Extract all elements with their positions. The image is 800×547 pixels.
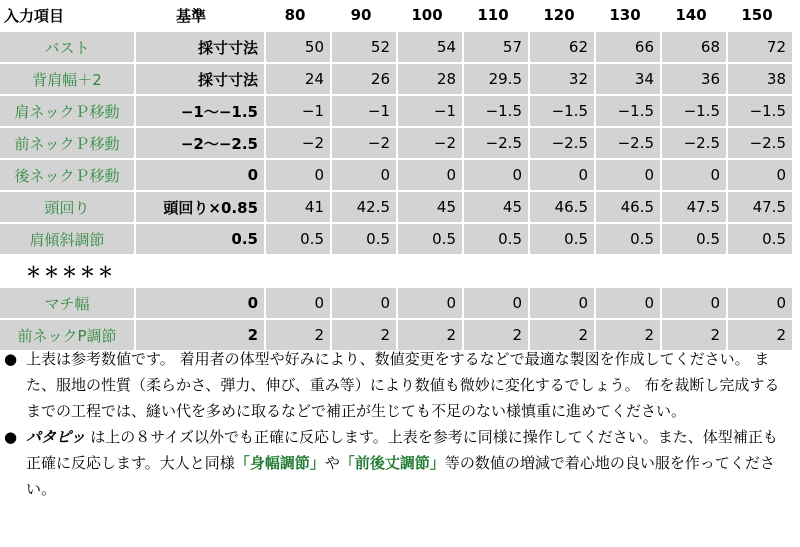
row-value: 2 xyxy=(596,320,660,350)
brand-name: パタピッ xyxy=(26,428,86,446)
row-value: 2 xyxy=(332,320,396,350)
row-value: 0 xyxy=(398,288,462,318)
row-value: −1 xyxy=(398,96,462,126)
row-value: −2 xyxy=(398,128,462,158)
row-label: マチ幅 xyxy=(0,288,134,318)
extra-rows xyxy=(0,288,800,350)
row-value: 47.5 xyxy=(728,192,792,222)
header-size-90: 90 xyxy=(350,6,372,24)
row-value: 45 xyxy=(398,192,462,222)
row-base: 0 xyxy=(136,160,264,190)
row-value: −1.5 xyxy=(662,96,726,126)
row-label: 前ネックＰ移動 xyxy=(0,128,134,158)
row-base: 0.5 xyxy=(136,224,264,254)
table-header-row xyxy=(0,0,800,30)
row-value: 2 xyxy=(398,320,462,350)
table-row xyxy=(0,96,800,126)
row-base: 採寸寸法 xyxy=(136,32,264,62)
header-size-120: 120 xyxy=(543,6,575,24)
row-value: 45 xyxy=(464,192,528,222)
table-row xyxy=(0,288,800,318)
row-label: 肩ネックＰ移動 xyxy=(0,96,134,126)
row-value: −1.5 xyxy=(464,96,528,126)
row-label: 後ネックＰ移動 xyxy=(0,160,134,190)
row-value: −2 xyxy=(332,128,396,158)
row-value: −1.5 xyxy=(596,96,660,126)
row-base: −2〜−2.5 xyxy=(136,128,264,158)
row-value: 50 xyxy=(266,32,330,62)
row-value: 54 xyxy=(398,32,462,62)
table-row xyxy=(0,224,800,254)
row-value: 0 xyxy=(596,288,660,318)
row-base: −1〜−1.5 xyxy=(136,96,264,126)
row-value: 0 xyxy=(266,160,330,190)
row-value: 2 xyxy=(728,320,792,350)
row-value: 0.5 xyxy=(662,224,726,254)
row-value: 57 xyxy=(464,32,528,62)
header-size-80: 80 xyxy=(284,6,306,24)
row-value: 0 xyxy=(266,288,330,318)
table-row xyxy=(0,192,800,222)
row-value: 24 xyxy=(266,64,330,94)
note-2-part-b: や xyxy=(324,454,340,472)
separator-row xyxy=(0,256,800,286)
row-value: 0 xyxy=(728,160,792,190)
row-value: −2.5 xyxy=(596,128,660,158)
note-2-part-c: 等の数値の増減で着心地の良い服を作ってください。 xyxy=(26,454,775,498)
note-2-text xyxy=(26,424,800,502)
row-value: 0.5 xyxy=(332,224,396,254)
row-value: 0 xyxy=(332,160,396,190)
header-size-110: 110 xyxy=(477,6,509,24)
row-value: 0.5 xyxy=(398,224,462,254)
bullet-icon: ● xyxy=(4,428,18,446)
row-value: −2.5 xyxy=(728,128,792,158)
row-value: 0.5 xyxy=(530,224,594,254)
row-value: 29.5 xyxy=(464,64,528,94)
highlight-length-adjust: 「前後丈調節」 xyxy=(339,454,445,472)
header-input-item: 入力項目 xyxy=(4,6,65,25)
row-base: 採寸寸法 xyxy=(136,64,264,94)
row-value: 52 xyxy=(332,32,396,62)
row-value: 42.5 xyxy=(332,192,396,222)
note-2 xyxy=(0,424,800,502)
row-value: 0 xyxy=(596,160,660,190)
table-row xyxy=(0,32,800,62)
row-label: 肩傾斜調節 xyxy=(0,224,134,254)
highlight-width-adjust: 「身幅調節」 xyxy=(234,454,325,472)
row-value: −1 xyxy=(266,96,330,126)
row-value: 46.5 xyxy=(596,192,660,222)
note-1 xyxy=(0,346,800,424)
row-value: −1 xyxy=(332,96,396,126)
row-value: −2.5 xyxy=(662,128,726,158)
table-row xyxy=(0,128,800,158)
row-value: 0 xyxy=(464,160,528,190)
row-value: 2 xyxy=(464,320,528,350)
row-value: 0 xyxy=(728,288,792,318)
row-label: 背肩幅＋2 xyxy=(0,64,134,94)
header-base: 基準 xyxy=(176,6,207,25)
row-value: 0 xyxy=(530,288,594,318)
row-value: −1.5 xyxy=(530,96,594,126)
row-value: 2 xyxy=(266,320,330,350)
bullet-icon: ● xyxy=(4,350,18,368)
row-value: −2.5 xyxy=(464,128,528,158)
row-value: 0 xyxy=(530,160,594,190)
row-value: 66 xyxy=(596,32,660,62)
row-value: 0.5 xyxy=(728,224,792,254)
header-size-150: 150 xyxy=(741,6,773,24)
table-row xyxy=(0,160,800,190)
header-size-100: 100 xyxy=(411,6,443,24)
row-value: 41 xyxy=(266,192,330,222)
row-value: 0 xyxy=(332,288,396,318)
separator-stars: ＊＊＊＊＊ xyxy=(26,262,117,281)
row-value: 2 xyxy=(530,320,594,350)
row-value: −2.5 xyxy=(530,128,594,158)
row-value: 0 xyxy=(662,288,726,318)
row-value: 38 xyxy=(728,64,792,94)
row-value: 68 xyxy=(662,32,726,62)
row-value: 47.5 xyxy=(662,192,726,222)
row-value: 0 xyxy=(398,160,462,190)
row-value: 62 xyxy=(530,32,594,62)
row-base: 頭回り×0.85 xyxy=(136,192,264,222)
row-label: バスト xyxy=(0,32,134,62)
row-value: 28 xyxy=(398,64,462,94)
header-size-140: 140 xyxy=(675,6,707,24)
row-value: 72 xyxy=(728,32,792,62)
row-value: 0 xyxy=(662,160,726,190)
row-value: 0 xyxy=(464,288,528,318)
note-1-text: 上表は参考数値です。 着用者の体型や好みにより、数値変更をするなどで最適な製図を作成してください。 また、服地の性質（柔らかさ、弾力、伸び、重み等）により数値も微妙に変化するでしょう。 布を裁断し完成するまでの工程では、縫い代を多めに取るなどで補正が生じても不足のない様慎重に進めてください。 xyxy=(26,350,780,420)
row-label: 前ネックP調節 xyxy=(0,320,134,350)
row-label: 頭回り xyxy=(0,192,134,222)
note-2-part-a: は上の８サイズ以外でも正確に反応します。上表を参考に同様に操作してください。また、体型補正も正確に反応します。大人と同様 xyxy=(26,428,778,472)
row-value: 32 xyxy=(530,64,594,94)
notes xyxy=(0,346,800,502)
main-rows xyxy=(0,32,800,254)
row-value: 0.5 xyxy=(464,224,528,254)
row-value: 46.5 xyxy=(530,192,594,222)
header-size-130: 130 xyxy=(609,6,641,24)
row-value: −1.5 xyxy=(728,96,792,126)
row-value: 36 xyxy=(662,64,726,94)
row-value: 0.5 xyxy=(266,224,330,254)
row-base: 2 xyxy=(136,320,264,350)
table-row xyxy=(0,64,800,94)
row-value: 2 xyxy=(662,320,726,350)
row-value: 0.5 xyxy=(596,224,660,254)
row-value: 26 xyxy=(332,64,396,94)
row-value: 34 xyxy=(596,64,660,94)
row-value: −2 xyxy=(266,128,330,158)
row-base: 0 xyxy=(136,288,264,318)
